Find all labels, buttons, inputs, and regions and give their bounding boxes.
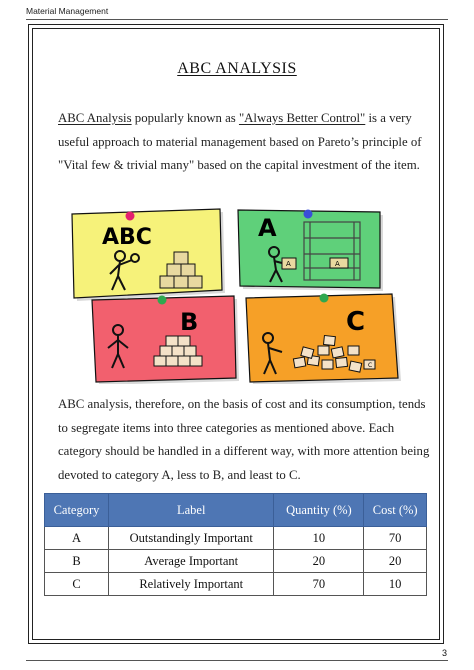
intro-term: ABC Analysis xyxy=(58,111,132,125)
table-header-row xyxy=(45,494,427,527)
page-number: 3 xyxy=(441,648,447,658)
box-label: A xyxy=(335,260,340,268)
cell-category: A xyxy=(45,527,109,550)
pin-icon xyxy=(126,212,135,221)
cell-quantity: 20 xyxy=(274,550,364,573)
cell-cost: 10 xyxy=(364,573,427,596)
pin-icon xyxy=(320,294,329,303)
cell-cost: 70 xyxy=(364,527,427,550)
cell-quantity: 10 xyxy=(274,527,364,550)
pin-icon xyxy=(304,210,313,219)
cell-label: Outstandingly Important xyxy=(108,527,273,550)
intro-text-2: is a very useful approach to material management based on Pareto’s principle of "Vital few & trivial many" based on the capital investment of the item. xyxy=(58,111,422,172)
column-header-quantity: Quantity (%) xyxy=(274,494,364,527)
table-row xyxy=(45,550,427,573)
table-row xyxy=(45,527,427,550)
pin-icon xyxy=(158,296,167,305)
cell-quantity: 70 xyxy=(274,573,364,596)
page-header: Material Management xyxy=(26,6,109,16)
column-header-label: Label xyxy=(108,494,273,527)
sticky-note-abc xyxy=(72,209,225,301)
box-label: A xyxy=(286,260,291,268)
page-title-text: ABC ANALYSIS xyxy=(177,60,297,77)
column-header-cost: Cost (%) xyxy=(364,494,427,527)
cell-category: B xyxy=(45,550,109,573)
body-paragraph: ABC analysis, therefore, on the basis of cost and its consumption, tends to segregate items into three categories as mentioned above. Each category should be handled in a different way, with more attention being devoted to category A, less to B, and least to C. xyxy=(58,397,430,482)
header-rule xyxy=(26,19,448,20)
abc-table xyxy=(44,493,427,596)
cell-category: C xyxy=(45,573,109,596)
note-c-letter: C xyxy=(346,307,366,337)
note-a-letter: A xyxy=(258,214,277,242)
sticky-note-b xyxy=(92,296,239,385)
note-b-letter: B xyxy=(180,308,199,336)
sticky-note-a xyxy=(238,210,383,292)
intro-text-1: popularly known as xyxy=(131,111,239,125)
note-b-paper xyxy=(92,296,236,382)
cell-cost: 20 xyxy=(364,550,427,573)
sticky-note-c xyxy=(246,294,401,385)
abc-illustration xyxy=(62,208,402,384)
intro-paragraph xyxy=(58,107,438,178)
intro-quote: "Always Better Control" xyxy=(238,111,366,125)
cell-label: Average Important xyxy=(108,550,273,573)
note-abc-letters: ABC xyxy=(102,225,152,250)
footer-rule xyxy=(26,660,448,661)
cell-label: Relatively Important xyxy=(108,573,273,596)
table-row xyxy=(45,573,427,596)
box-label: C xyxy=(368,362,373,369)
column-header-category: Category xyxy=(45,494,109,527)
page-title xyxy=(0,60,474,78)
